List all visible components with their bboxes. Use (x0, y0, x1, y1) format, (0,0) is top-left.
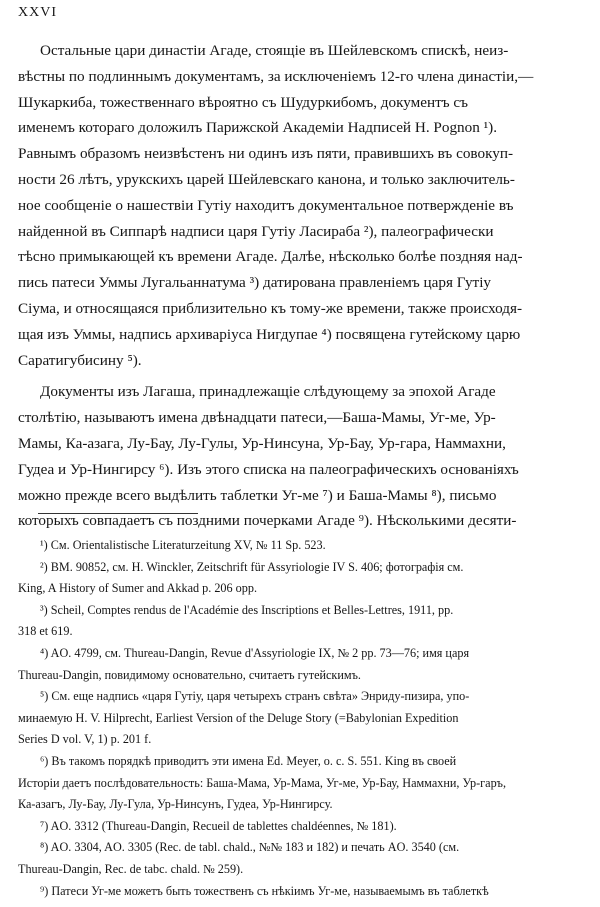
text-line: Равнымъ образомъ неизвѣстенъ ни одинъ изъ пяти, правившихъ въ совокуп- (18, 145, 514, 163)
main-text (18, 38, 582, 534)
text-line: Остальные цари династіи Агаде, стоящіе въ Шейлевскомъ спискѣ, неиз- (40, 42, 509, 59)
footnote-line: ⁵) См. еще надпись «царя Гутіу, царя четырехъ странъ свѣта» Энриду-пизира, упо- (40, 689, 470, 704)
text-line: столѣтію, называютъ имена двѣнадцати патеси,—Баша-Мамы, Уг-ме, Ур- (18, 409, 496, 427)
footnote-line: ³) Scheil, Comptes rendus de l'Académie des Inscriptions et Belles-Lettres, 1911, pp. (40, 602, 454, 617)
text-line: найденной въ Сиппарѣ надписи царя Гутіу Ласираба ²), палеографически (18, 222, 494, 240)
footnote-line: минаемую H. V. Hilprecht, Earliest Version of the Deluge Story (=Babylonian Expedition (18, 710, 459, 725)
footnotes (18, 535, 582, 902)
footnote-divider (38, 513, 198, 514)
text-line: ности 26 лѣтъ, урукскихъ царей Шейлевскаго канона, и только заключитель- (18, 170, 515, 188)
page-number: XXVI (18, 5, 57, 20)
text-line: Шукаркиба, тожественнаго вѣроятно съ Шудуркибомъ, документъ съ (18, 93, 469, 111)
text-line: пись патеси Уммы Лугальаннатума ³) датирована правленіемъ царя Гутіу (18, 274, 492, 292)
text-line: Гудеа и Ур-Нингирсу ⁶). Изъ этого списка на палеографическихъ основаніяхъ (18, 460, 519, 478)
footnote-line: Thureau-Dangin, повидимому основательно, считаетъ гутейскимъ. (18, 667, 361, 682)
text-line: Саратигубисину ⁵). (18, 351, 142, 369)
footnote-line: ⁸) AO. 3304, AO. 3305 (Rec. de tabl. chald., №№ 183 и 182) и печать AO. 3540 (см. (40, 840, 460, 855)
text-line: тѣсно примыкающей къ времени Агаде. Далѣе, нѣсколько болѣе поздняя над- (18, 248, 523, 266)
footnote-line: ⁶) Въ такомъ порядкѣ приводитъ эти имена Ed. Meyer, o. c. S. 551. King въ своей (40, 753, 457, 768)
text-line: вѣстны по подлиннымъ документамъ, за исключеніемъ 12-го члена династіи,— (18, 67, 534, 85)
footnote-line: ⁹) Патеси Уг-ме можетъ быть тожественъ съ нѣкіимъ Уг-ме, называемымъ въ таблеткѣ (40, 883, 489, 898)
footnote-line: ²) BM. 90852, см. H. Winckler, Zeitschrift für Assyriologie IV S. 406; фотографія см. (40, 559, 464, 574)
footnote-line: ⁴) AO. 4799, см. Thureau-Dangin, Revue d'Assyriologie IX, № 2 pp. 73—76; имя царя (40, 645, 470, 660)
text-line: именемъ котораго доложилъ Парижской Академіи Надписей Н. Pognon ¹). (18, 119, 498, 137)
footnote-line: Ка-азагъ, Лу-Бау, Лу-Гула, Ур-Нинсунъ, Гудеа, Ур-Нингирсу. (18, 797, 333, 812)
footnote-line: 318 et 619. (18, 624, 73, 639)
text-line: Сіума, и относящаяся приблизительно къ тому-же времени, также происходя- (18, 299, 523, 317)
text-line: Мамы, Ка-азага, Лу-Бау, Лу-Гулы, Ур-Нинсуна, Ур-Бау, Ур-гара, Наммахни, (18, 434, 506, 452)
footnote-line: ¹) См. Orientalistische Literaturzeitung XV, № 11 Sp. 523. (40, 538, 326, 552)
footnote-line: ⁷) AO. 3312 (Thureau-Dangin, Recueil de tablettes chaldéennes, № 181). (40, 818, 397, 833)
footnote-line: Исторіи даетъ послѣдовательность: Баша-Мама, Ур-Мама, Уг-ме, Ур-Бау, Наммахни, Ур-гаръ, (18, 775, 507, 790)
text-line: щая изъ Уммы, надпись архиваріуса Нигдупае ⁴) посвящена гутейскому царю (18, 325, 521, 343)
text-line: можно прежде всего выдѣлить таблетки Уг-ме ⁷) и Баша-Мамы ⁸), письмо (18, 486, 497, 504)
text-line: которыхъ совпадаетъ съ поздними почерками Агаде ⁹). Нѣсколькими десяти- (18, 512, 517, 530)
footnote-line: Series D vol. V, 1) p. 201 f. (18, 732, 152, 747)
text-line: ное сообщеніе о нашествіи Гутіу находитъ документальное потвержденіе въ (18, 196, 514, 214)
footnote-line: King, A History of Sumer and Akkad p. 206 opp. (18, 581, 257, 596)
footnote-line: Thureau-Dangin, Rec. de tabc. chald. № 259). (18, 861, 244, 876)
text-line: Документы изъ Лагаша, принадлежащіе слѣдующему за эпохой Агаде (40, 383, 496, 401)
